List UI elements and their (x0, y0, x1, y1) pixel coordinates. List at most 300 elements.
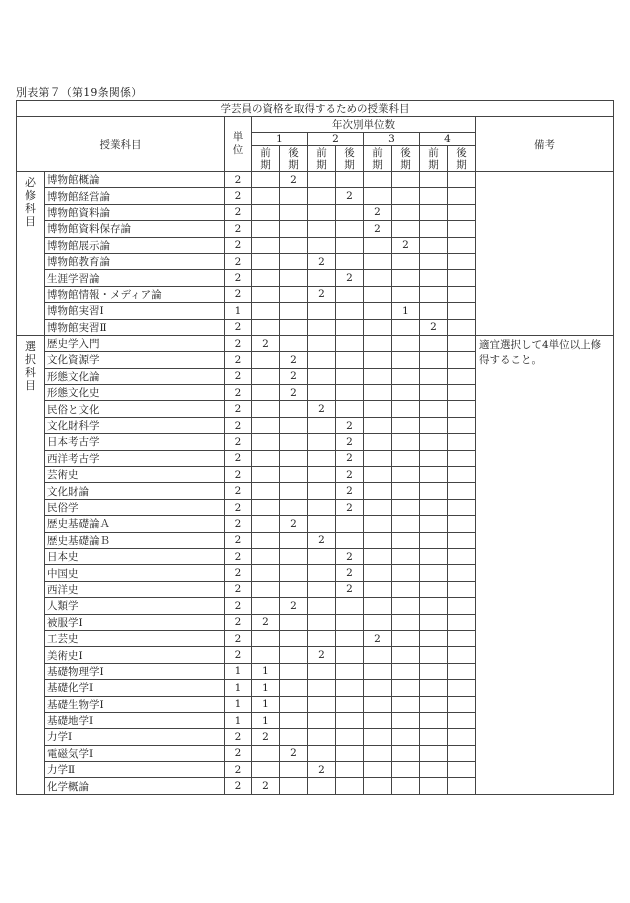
header-year-3: 3 (364, 133, 420, 146)
term-units-cell (252, 221, 280, 237)
term-units-cell (448, 483, 476, 499)
course-units: 2 (225, 483, 252, 499)
course-units: 2 (225, 172, 252, 188)
term-units-cell (448, 647, 476, 663)
term-units-cell (280, 663, 308, 679)
term-units-cell (364, 745, 392, 761)
course-name: 博物館経営論 (45, 188, 225, 204)
term-units-cell (252, 630, 280, 646)
term-units-cell (308, 385, 336, 401)
course-name: 文化財科学 (45, 417, 225, 433)
course-name: 生涯学習論 (45, 270, 225, 286)
term-units-cell (420, 286, 448, 302)
term-units-cell (336, 172, 364, 188)
term-units-cell (420, 614, 448, 630)
term-units-cell (392, 548, 420, 564)
term-units-cell (420, 630, 448, 646)
term-units-cell: 2 (364, 221, 392, 237)
term-units-cell (280, 188, 308, 204)
term-units-cell (448, 385, 476, 401)
term-units-cell: 2 (252, 729, 280, 745)
term-units-cell (280, 647, 308, 663)
term-units-cell (448, 598, 476, 614)
term-units-cell: 2 (252, 614, 280, 630)
header-second-term-year-1 (280, 146, 308, 172)
course-units: 2 (225, 286, 252, 302)
term-units-cell (420, 303, 448, 319)
term-units-cell (364, 565, 392, 581)
term-units-cell (252, 532, 280, 548)
term-units-cell (308, 663, 336, 679)
term-units-cell (252, 516, 280, 532)
term-units-cell: 1 (252, 696, 280, 712)
term-units-cell (252, 499, 280, 515)
term-units-cell (252, 467, 280, 483)
course-name: 形態文化論 (45, 368, 225, 384)
term-units-cell (252, 237, 280, 253)
term-units-cell (280, 499, 308, 515)
term-units-cell (280, 680, 308, 696)
term-units-cell (252, 352, 280, 368)
term-units-cell (448, 663, 476, 679)
remarks-note: 適宜選択して4単位以上修得すること。 (476, 335, 614, 794)
course-units: 2 (225, 401, 252, 417)
term-units-cell (364, 417, 392, 433)
term-units-cell (308, 712, 336, 728)
term-units-cell (364, 401, 392, 417)
term-units-cell: 2 (420, 319, 448, 335)
course-units: 2 (225, 385, 252, 401)
term-units-cell (448, 253, 476, 269)
header-units (225, 117, 252, 172)
term-units-cell (392, 565, 420, 581)
group-label-cell (17, 335, 45, 794)
term-units-cell (336, 303, 364, 319)
term-units-cell (448, 762, 476, 778)
term-units-cell (252, 417, 280, 433)
course-units: 2 (225, 729, 252, 745)
term-units-cell (392, 696, 420, 712)
course-name: 基礎生物学Ⅰ (45, 696, 225, 712)
term-units-cell (308, 221, 336, 237)
term-units-cell (448, 434, 476, 450)
course-name: 日本考古学 (45, 434, 225, 450)
header-first-term-char1: 前 (372, 146, 383, 159)
term-units-cell (420, 172, 448, 188)
term-units-cell (364, 319, 392, 335)
course-units: 2 (225, 450, 252, 466)
term-units-cell (420, 532, 448, 548)
term-units-cell (308, 270, 336, 286)
term-units-cell (252, 598, 280, 614)
term-units-cell (364, 286, 392, 302)
term-units-cell (252, 172, 280, 188)
term-units-cell (420, 417, 448, 433)
term-units-cell: 2 (364, 630, 392, 646)
course-units: 1 (225, 696, 252, 712)
term-units-cell (420, 450, 448, 466)
term-units-cell (392, 417, 420, 433)
term-units-cell (392, 516, 420, 532)
term-units-cell (280, 696, 308, 712)
term-units-cell (308, 368, 336, 384)
term-units-cell (336, 221, 364, 237)
term-units-cell (336, 253, 364, 269)
course-name: 博物館概論 (45, 172, 225, 188)
term-units-cell (448, 335, 476, 351)
term-units-cell (420, 745, 448, 761)
term-units-cell (420, 253, 448, 269)
term-units-cell (420, 221, 448, 237)
term-units-cell (336, 385, 364, 401)
table-header (17, 101, 614, 172)
term-units-cell: 2 (280, 385, 308, 401)
term-units-cell: 2 (252, 778, 280, 794)
term-units-cell (308, 204, 336, 220)
term-units-cell (448, 565, 476, 581)
term-units-cell (392, 647, 420, 663)
term-units-cell: 2 (280, 745, 308, 761)
term-units-cell (364, 253, 392, 269)
course-table (16, 100, 614, 795)
header-first-term-char1: 前 (316, 146, 327, 159)
term-units-cell (308, 565, 336, 581)
course-units: 2 (225, 417, 252, 433)
term-units-cell (336, 204, 364, 220)
term-units-cell (392, 762, 420, 778)
term-units-cell (336, 598, 364, 614)
term-units-cell (392, 335, 420, 351)
term-units-cell: 1 (252, 663, 280, 679)
term-units-cell (392, 483, 420, 499)
term-units-cell (308, 319, 336, 335)
term-units-cell (420, 647, 448, 663)
course-units: 2 (225, 630, 252, 646)
term-units-cell (280, 532, 308, 548)
term-units-cell (252, 253, 280, 269)
term-units-cell (336, 237, 364, 253)
course-units: 2 (225, 598, 252, 614)
header-first-term-char2: 期 (372, 158, 383, 171)
term-units-cell (252, 581, 280, 597)
term-units-cell (336, 630, 364, 646)
header-second-term-char2: 期 (400, 158, 411, 171)
term-units-cell (420, 778, 448, 794)
course-units: 2 (225, 647, 252, 663)
term-units-cell (392, 778, 420, 794)
term-units-cell (392, 745, 420, 761)
course-name: 基礎物理学Ⅰ (45, 663, 225, 679)
term-units-cell (420, 467, 448, 483)
course-units: 2 (225, 581, 252, 597)
term-units-cell (280, 303, 308, 319)
course-units: 2 (225, 467, 252, 483)
term-units-cell (336, 516, 364, 532)
term-units-cell (448, 778, 476, 794)
term-units-cell (448, 188, 476, 204)
term-units-cell (448, 204, 476, 220)
course-name: 博物館資料論 (45, 204, 225, 220)
term-units-cell (392, 270, 420, 286)
course-name: 化学概論 (45, 778, 225, 794)
course-name: 基礎化学Ⅰ (45, 680, 225, 696)
course-units: 2 (225, 270, 252, 286)
term-units-cell (448, 172, 476, 188)
term-units-cell (448, 630, 476, 646)
term-units-cell (392, 434, 420, 450)
term-units-cell (364, 385, 392, 401)
term-units-cell (336, 335, 364, 351)
term-units-cell (308, 303, 336, 319)
course-units: 1 (225, 680, 252, 696)
term-units-cell (448, 614, 476, 630)
term-units-cell (280, 237, 308, 253)
term-units-cell (252, 401, 280, 417)
header-year-2: 2 (308, 133, 364, 146)
course-units: 2 (225, 778, 252, 794)
term-units-cell (308, 630, 336, 646)
term-units-cell (420, 712, 448, 728)
course-name: 文化資源学 (45, 352, 225, 368)
term-units-cell (252, 450, 280, 466)
term-units-cell: 2 (336, 188, 364, 204)
term-units-cell: 1 (252, 712, 280, 728)
term-units-cell (280, 335, 308, 351)
term-units-cell (280, 434, 308, 450)
course-name: 博物館展示論 (45, 237, 225, 253)
term-units-cell: 2 (336, 499, 364, 515)
header-units-char2: 位 (232, 144, 244, 156)
term-units-cell (448, 270, 476, 286)
term-units-cell (280, 253, 308, 269)
term-units-cell (308, 499, 336, 515)
term-units-cell: 2 (280, 598, 308, 614)
term-units-cell (448, 581, 476, 597)
term-units-cell (280, 778, 308, 794)
term-units-cell: 2 (280, 516, 308, 532)
course-units: 2 (225, 565, 252, 581)
term-units-cell (280, 204, 308, 220)
term-units-cell (252, 745, 280, 761)
term-units-cell (308, 417, 336, 433)
course-units: 2 (225, 204, 252, 220)
term-units-cell (336, 319, 364, 335)
term-units-cell (392, 352, 420, 368)
term-units-cell (420, 565, 448, 581)
term-units-cell (392, 401, 420, 417)
term-units-cell (448, 303, 476, 319)
term-units-cell (448, 237, 476, 253)
term-units-cell (392, 204, 420, 220)
term-units-cell (336, 663, 364, 679)
term-units-cell (448, 352, 476, 368)
term-units-cell (392, 614, 420, 630)
term-units-cell (448, 319, 476, 335)
term-units-cell (420, 368, 448, 384)
term-units-cell (336, 368, 364, 384)
course-units: 2 (225, 499, 252, 515)
term-units-cell (308, 172, 336, 188)
term-units-cell (420, 516, 448, 532)
term-units-cell (364, 548, 392, 564)
term-units-cell (392, 680, 420, 696)
term-units-cell (420, 680, 448, 696)
term-units-cell (392, 712, 420, 728)
term-units-cell: 2 (336, 483, 364, 499)
term-units-cell (252, 303, 280, 319)
term-units-cell (448, 368, 476, 384)
term-units-cell (448, 532, 476, 548)
term-units-cell (392, 499, 420, 515)
term-units-cell (364, 237, 392, 253)
course-units: 2 (225, 532, 252, 548)
term-units-cell (448, 696, 476, 712)
term-units-cell (392, 532, 420, 548)
term-units-cell (252, 762, 280, 778)
course-name: 力学Ⅱ (45, 762, 225, 778)
term-units-cell (420, 483, 448, 499)
header-second-term-char2: 期 (344, 158, 355, 171)
term-units-cell (420, 204, 448, 220)
header-second-term-char1: 後 (288, 146, 299, 159)
term-units-cell (420, 401, 448, 417)
group-label-cell (17, 172, 45, 336)
course-units: 2 (225, 319, 252, 335)
header-remarks: 備考 (476, 117, 614, 172)
term-units-cell (392, 286, 420, 302)
term-units-cell (280, 467, 308, 483)
term-units-cell (252, 319, 280, 335)
term-units-cell (308, 237, 336, 253)
term-units-cell: 2 (308, 253, 336, 269)
term-units-cell (308, 516, 336, 532)
term-units-cell (252, 434, 280, 450)
term-units-cell (448, 221, 476, 237)
course-name: 被服学Ⅰ (45, 614, 225, 630)
header-first-term-char2: 期 (260, 158, 271, 171)
term-units-cell (392, 467, 420, 483)
term-units-cell (308, 483, 336, 499)
term-units-cell (280, 630, 308, 646)
group-label: 選択科目 (25, 339, 36, 392)
course-name: 民俗と文化 (45, 401, 225, 417)
term-units-cell (364, 188, 392, 204)
term-units-cell (364, 762, 392, 778)
term-units-cell: 2 (336, 548, 364, 564)
course-units: 2 (225, 762, 252, 778)
term-units-cell (364, 270, 392, 286)
course-units: 2 (225, 253, 252, 269)
document-label: 別表第７（第19条関係） (16, 86, 143, 99)
term-units-cell (308, 335, 336, 351)
course-units: 2 (225, 221, 252, 237)
term-units-cell (280, 762, 308, 778)
term-units-cell: 2 (280, 172, 308, 188)
course-name: 中国史 (45, 565, 225, 581)
header-second-term-char1: 後 (344, 146, 355, 159)
header-first-term-char1: 前 (428, 146, 439, 159)
term-units-cell (336, 729, 364, 745)
term-units-cell (448, 499, 476, 515)
header-annual: 年次別単位数 (252, 117, 476, 133)
term-units-cell: 2 (336, 581, 364, 597)
term-units-cell (280, 319, 308, 335)
table-row (17, 172, 614, 188)
course-units: 2 (225, 237, 252, 253)
term-units-cell (252, 368, 280, 384)
term-units-cell (420, 762, 448, 778)
term-units-cell: 2 (308, 532, 336, 548)
term-units-cell (280, 712, 308, 728)
term-units-cell (280, 450, 308, 466)
term-units-cell: 2 (336, 270, 364, 286)
term-units-cell (308, 434, 336, 450)
term-units-cell: 2 (308, 401, 336, 417)
term-units-cell (364, 172, 392, 188)
term-units-cell (448, 680, 476, 696)
term-units-cell (420, 237, 448, 253)
term-units-cell (336, 745, 364, 761)
header-first-term-char1: 前 (260, 146, 271, 159)
term-units-cell (336, 647, 364, 663)
term-units-cell (420, 663, 448, 679)
term-units-cell (448, 516, 476, 532)
course-units: 2 (225, 188, 252, 204)
course-name: 西洋考古学 (45, 450, 225, 466)
header-year-4: 4 (420, 133, 476, 146)
term-units-cell: 2 (308, 762, 336, 778)
term-units-cell (252, 204, 280, 220)
term-units-cell (280, 221, 308, 237)
term-units-cell: 1 (252, 680, 280, 696)
term-units-cell (420, 335, 448, 351)
term-units-cell (308, 598, 336, 614)
term-units-cell (364, 483, 392, 499)
term-units-cell (420, 188, 448, 204)
header-second-term-char1: 後 (400, 146, 411, 159)
term-units-cell: 2 (392, 237, 420, 253)
term-units-cell (448, 729, 476, 745)
term-units-cell (252, 188, 280, 204)
term-units-cell (336, 680, 364, 696)
term-units-cell (420, 434, 448, 450)
term-units-cell (308, 352, 336, 368)
term-units-cell (308, 548, 336, 564)
term-units-cell (364, 598, 392, 614)
header-first-term-year-3 (364, 146, 392, 172)
term-units-cell (308, 778, 336, 794)
table-row (17, 335, 614, 351)
term-units-cell (336, 532, 364, 548)
term-units-cell (364, 499, 392, 515)
term-units-cell (336, 762, 364, 778)
term-units-cell: 2 (280, 352, 308, 368)
course-units: 2 (225, 516, 252, 532)
remarks-note (476, 172, 614, 336)
term-units-cell (252, 270, 280, 286)
term-units-cell (280, 581, 308, 597)
term-units-cell: 2 (336, 417, 364, 433)
term-units-cell (280, 614, 308, 630)
term-units-cell (392, 221, 420, 237)
course-name: 歴史学入門 (45, 335, 225, 351)
course-name: 文化財論 (45, 483, 225, 499)
course-units: 2 (225, 368, 252, 384)
term-units-cell (420, 548, 448, 564)
course-units: 2 (225, 352, 252, 368)
term-units-cell (364, 696, 392, 712)
term-units-cell (448, 417, 476, 433)
